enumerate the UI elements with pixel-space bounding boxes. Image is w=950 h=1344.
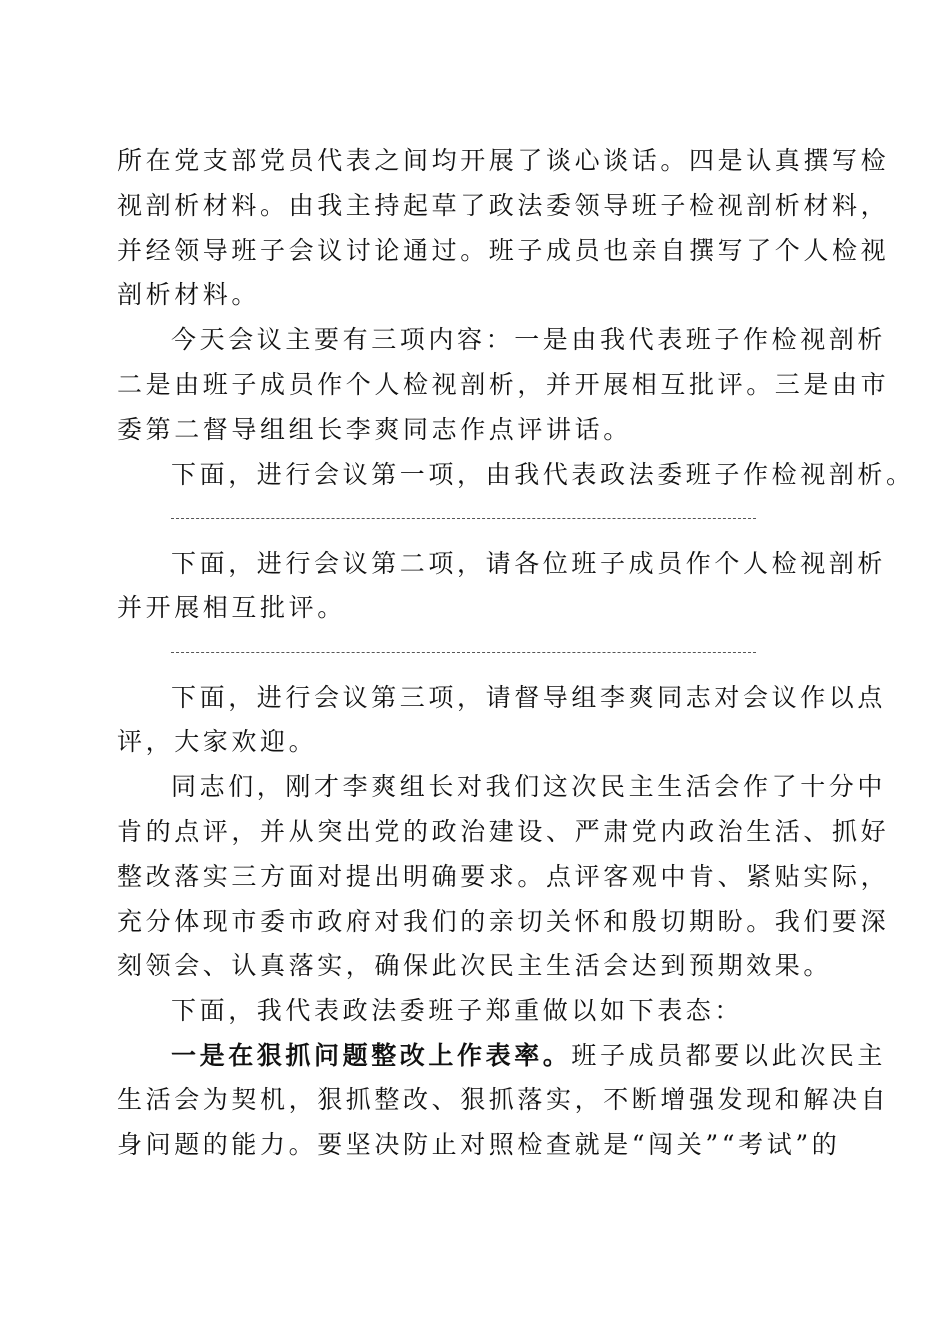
paragraph-line: 委第二督导组组长李爽同志作点评讲话。	[117, 415, 632, 444]
paragraph-line: 所在党支部党员代表之间均开展了谈心谈话。四是认真撰写检	[117, 146, 890, 175]
paragraph-line: 下面，我代表政法委班子郑重做以如下表态：	[171, 996, 744, 1025]
paragraph-line: 肯的点评，并从突出党的政治建设、严肃党内政治生活、抓好	[117, 817, 890, 846]
paragraph-line: 评，大家欢迎。	[117, 727, 318, 756]
paragraph-text: 班子成员都要以此次民主	[571, 1041, 887, 1070]
paragraph-line: 下面，进行会议第一项，由我代表政法委班子作检视剖析。	[171, 460, 915, 489]
paragraph-line: 生活会为契机，狠抓整改、狠抓落实，不断增强发现和解决自	[117, 1085, 890, 1114]
paragraph-line: 视剖析材料。由我主持起草了政法委领导班子检视剖析材料，	[117, 191, 890, 220]
paragraph-line: 身问题的能力。要坚决防止对照检查就是“闯关”“考试”的	[117, 1130, 841, 1159]
separator-line	[171, 518, 756, 519]
paragraph-line: 剖析材料。	[117, 280, 261, 309]
paragraph-line: 下面，进行会议第三项，请督导组李爽同志对会议作以点	[171, 683, 887, 712]
separator-line	[171, 652, 756, 653]
paragraph-line: 同志们，刚才李爽组长对我们这次民主生活会作了十分中	[171, 772, 887, 801]
paragraph-line: 并开展相互批评。	[117, 593, 346, 622]
paragraph-line	[0, 1034, 950, 1078]
bold-heading: 一是在狠抓问题整改上作表率。	[171, 1041, 572, 1070]
paragraph-line: 下面，进行会议第二项，请各位班子成员作个人检视剖析	[171, 549, 887, 578]
paragraph-line: 今天会议主要有三项内容：一是由我代表班子作检视剖析	[171, 325, 887, 354]
paragraph-line: 整改落实三方面对提出明确要求。点评客观中肯、紧贴实际，	[117, 862, 890, 891]
paragraph-line: 充分体现市委市政府对我们的亲切关怀和殷切期盼。我们要深	[117, 907, 890, 936]
paragraph-line: 并经领导班子会议讨论通过。班子成员也亲自撰写了个人检视	[117, 236, 890, 265]
paragraph-line: 二是由班子成员作个人检视剖析，并开展相互批评。三是由市	[117, 370, 890, 399]
paragraph-line: 刻领会、认真落实，确保此次民主生活会达到预期效果。	[117, 951, 833, 980]
